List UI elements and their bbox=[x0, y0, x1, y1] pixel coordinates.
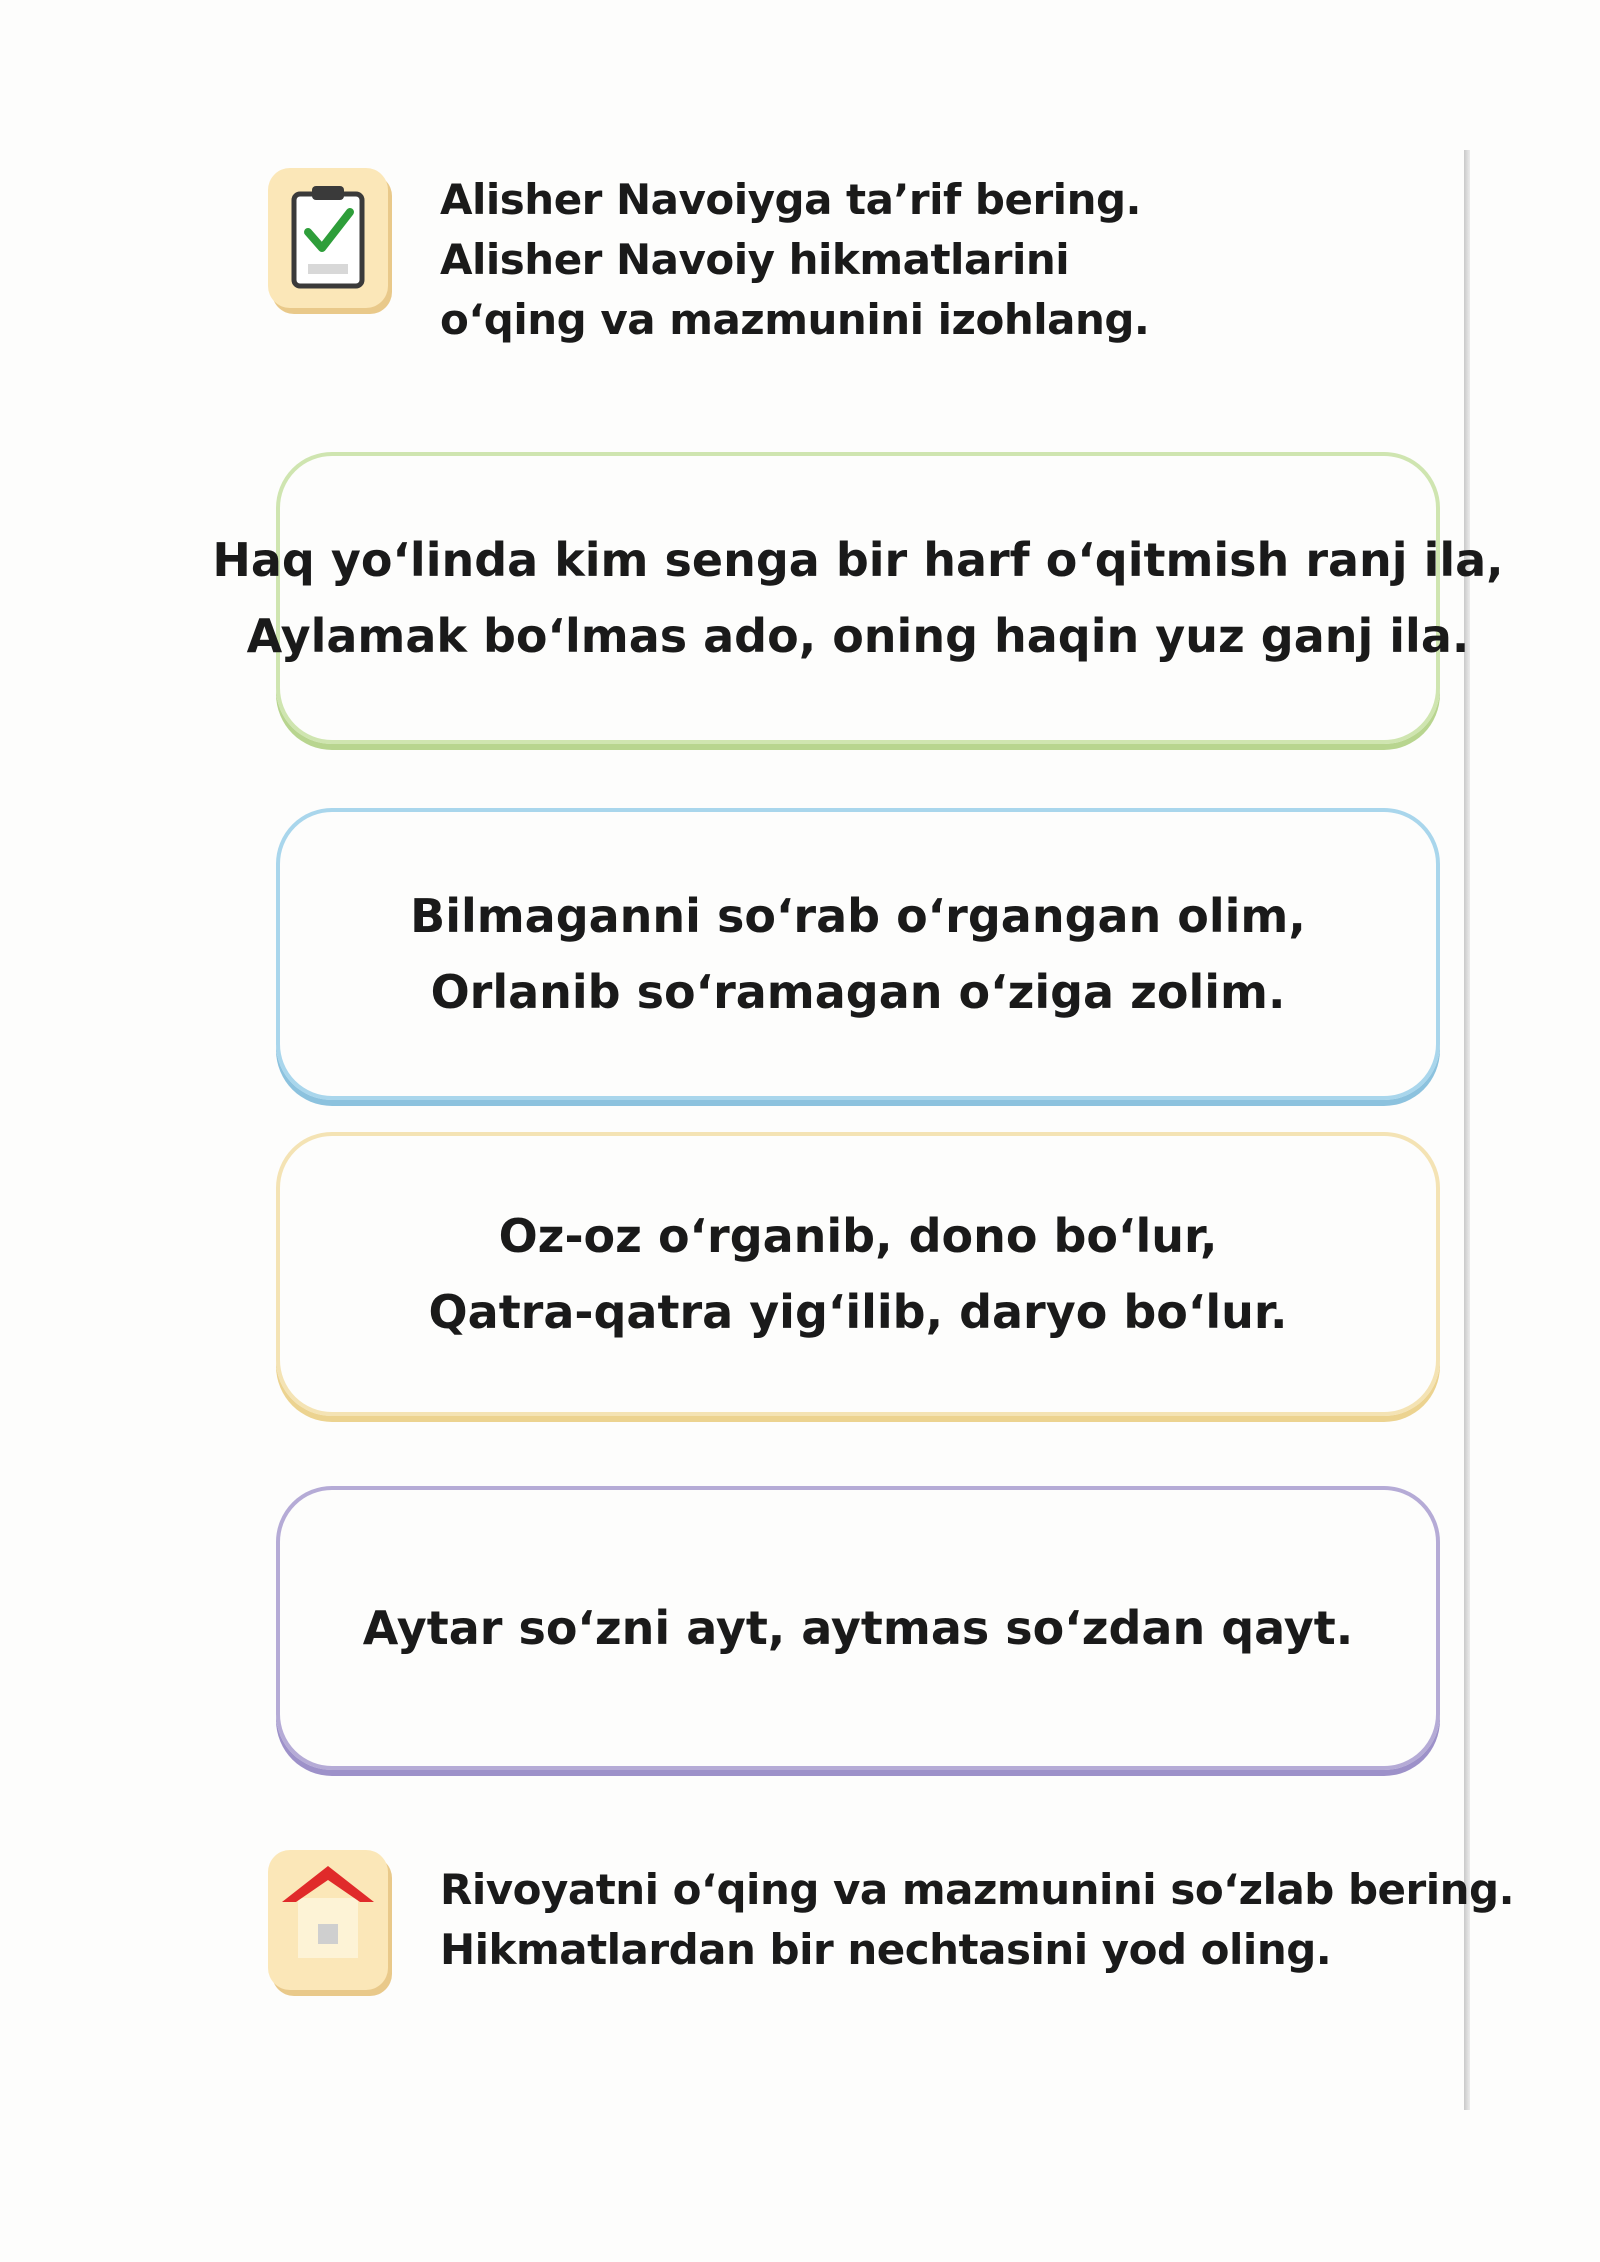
task-text-top bbox=[440, 170, 1149, 350]
task-line: Rivoyatni o‘qing va mazmunini so‘zlab bering. bbox=[440, 1865, 1515, 1914]
saying-line: Bilmaganni so‘rab o‘rgangan olim, bbox=[410, 889, 1306, 943]
saying-line: Aytar so‘zni ayt, aytmas so‘zdan qayt. bbox=[362, 1601, 1354, 1655]
clipboard-check-icon bbox=[268, 168, 388, 308]
saying-line: Aylamak bo‘lmas ado, oning haqin yuz ganj ila. bbox=[246, 609, 1470, 663]
saying-card-2 bbox=[276, 808, 1440, 1100]
task-line: o‘qing va mazmunini izohlang. bbox=[440, 295, 1150, 344]
saying-card-1 bbox=[212, 452, 1504, 744]
task-line: Alisher Navoiyga ta’rif bering. bbox=[440, 175, 1142, 224]
task-line: Alisher Navoiy hikmatlarini bbox=[440, 235, 1070, 284]
page-edge bbox=[1464, 150, 1470, 2110]
saying-line: Oz-oz o‘rganib, dono bo‘lur, bbox=[498, 1209, 1218, 1263]
task-text-bottom bbox=[440, 1860, 1514, 1980]
saying-card-3 bbox=[276, 1132, 1440, 1416]
saying-line: Qatra-qatra yig‘ilib, daryo bo‘lur. bbox=[428, 1285, 1288, 1339]
task-instructions-bottom bbox=[268, 1850, 1514, 1990]
saying-card-4 bbox=[276, 1486, 1440, 1770]
house-icon bbox=[268, 1850, 388, 1990]
saying-line: Haq yo‘linda kim senga bir harf o‘qitmish ranj ila, bbox=[212, 533, 1504, 587]
task-instructions-top bbox=[268, 168, 1149, 350]
task-line: Hikmatlardan bir nechtasini yod oling. bbox=[440, 1925, 1332, 1974]
saying-line: Orlanib so‘ramagan o‘ziga zolim. bbox=[430, 965, 1286, 1019]
